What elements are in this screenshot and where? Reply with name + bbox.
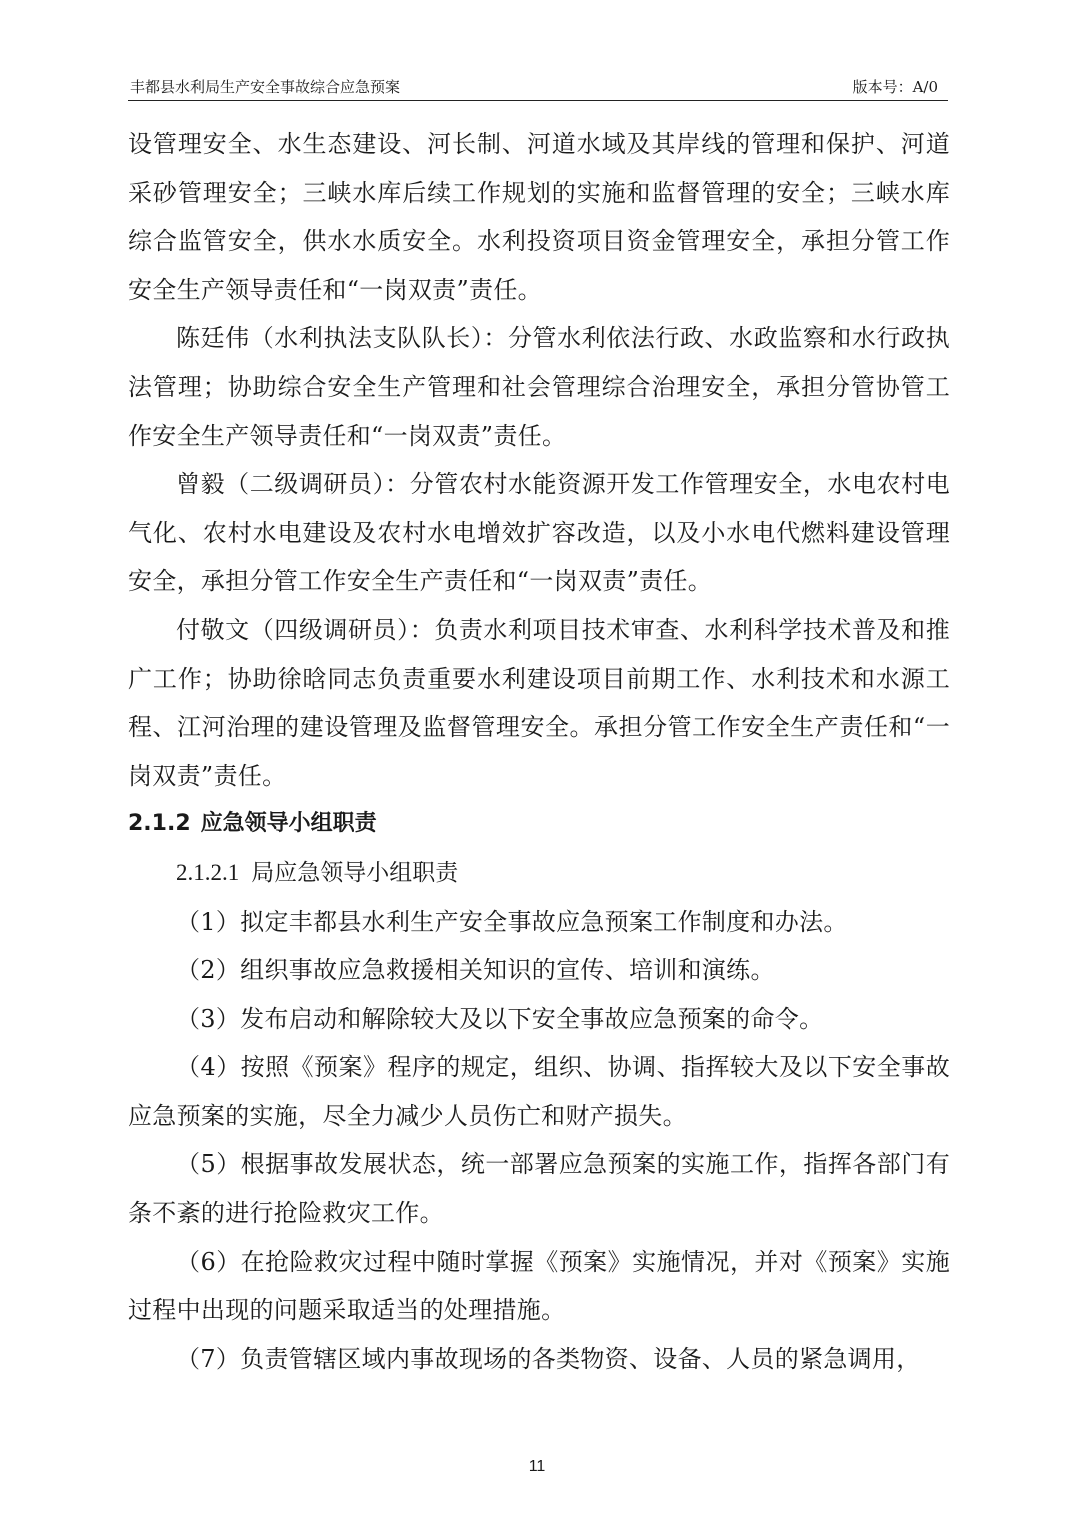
paragraph-fu-jingwen: 付敬文（四级调研员）：负责水利项目技术审查、水利科学技术普及和推广工作；协助徐晗同志负责重要水利建设项目前期工作、水利技术和水源工程、江河治理的建设管理及监督管理安全。承担分管工作安全生产责任和“一岗双责”责任。 (128, 615, 950, 790)
version-number: 版本号：A/0 (852, 78, 938, 96)
list-item-2: （2）组织事故应急救援相关知识的宣传、培训和演练。 (176, 956, 775, 985)
page-content (128, 120, 950, 1383)
subsection-title: 局应急领导小组职责 (251, 859, 459, 886)
list-item-4: （4）按照《预案》程序的规定，组织、协调、指挥较大及以下安全事故应急预案的实施，尽全力减少人员伤亡和财产损失。 (128, 1053, 950, 1130)
paragraph-chen-tingwei: 陈廷伟（水利执法支队队长）：分管水利依法行政、水政监察和水行政执法管理；协助综合安全生产管理和社会管理综合治理安全，承担分管协管工作安全生产领导责任和“一岗双责”责任。 (128, 324, 950, 450)
document-title: 丰都县水利局生产安全事故综合应急预案 (130, 78, 401, 96)
section-heading (128, 800, 950, 849)
subsection-number: 2.1.2.1 (176, 859, 240, 885)
section-title: 应急领导小组职责 (200, 811, 377, 837)
list-item-1: （1）拟定丰都县水利生产安全事故应急预案工作制度和办法。 (176, 907, 848, 936)
list-item-5: （5）根据事故发展状态，统一部署应急预案的实施工作，指挥各部门有条不紊的进行抢险救灾工作。 (128, 1150, 950, 1228)
section-number: 2.1.2 (128, 811, 191, 837)
list-item-3: （3）发布启动和解除较大及以下安全事故应急预案的命令。 (176, 1004, 824, 1033)
page-header (128, 74, 948, 101)
list-item-6: （6）在抢险救灾过程中随时掌握《预案》实施情况，并对《预案》实施过程中出现的问题采取适当的处理措施。 (128, 1247, 950, 1325)
page-number: 11 (528, 1458, 546, 1475)
paragraph-zeng-yi: 曾毅（二级调研员）：分管农村水能资源开发工作管理安全，水电农村电气化、农村水电建设及农村水电增效扩容改造，以及小水电代燃料建设管理安全，承担分管工作安全生产责任和“一岗双责”责任。 (128, 470, 950, 596)
subsection-heading (128, 849, 950, 898)
paragraph-continued: 设管理安全、水生态建设、河长制、河道水域及其岸线的管理和保护、河道采砂管理安全；三峡水库后续工作规划的实施和监督管理的安全；三峡水库综合监管安全，供水水质安全。水利投资项目资金管理安全，承担分管工作安全生产领导责任和“一岗双责”责任。 (128, 130, 950, 304)
list-item-7: （7）负责管辖区域内事故现场的各类物资、设备、人员的紧急调用， (176, 1344, 921, 1373)
